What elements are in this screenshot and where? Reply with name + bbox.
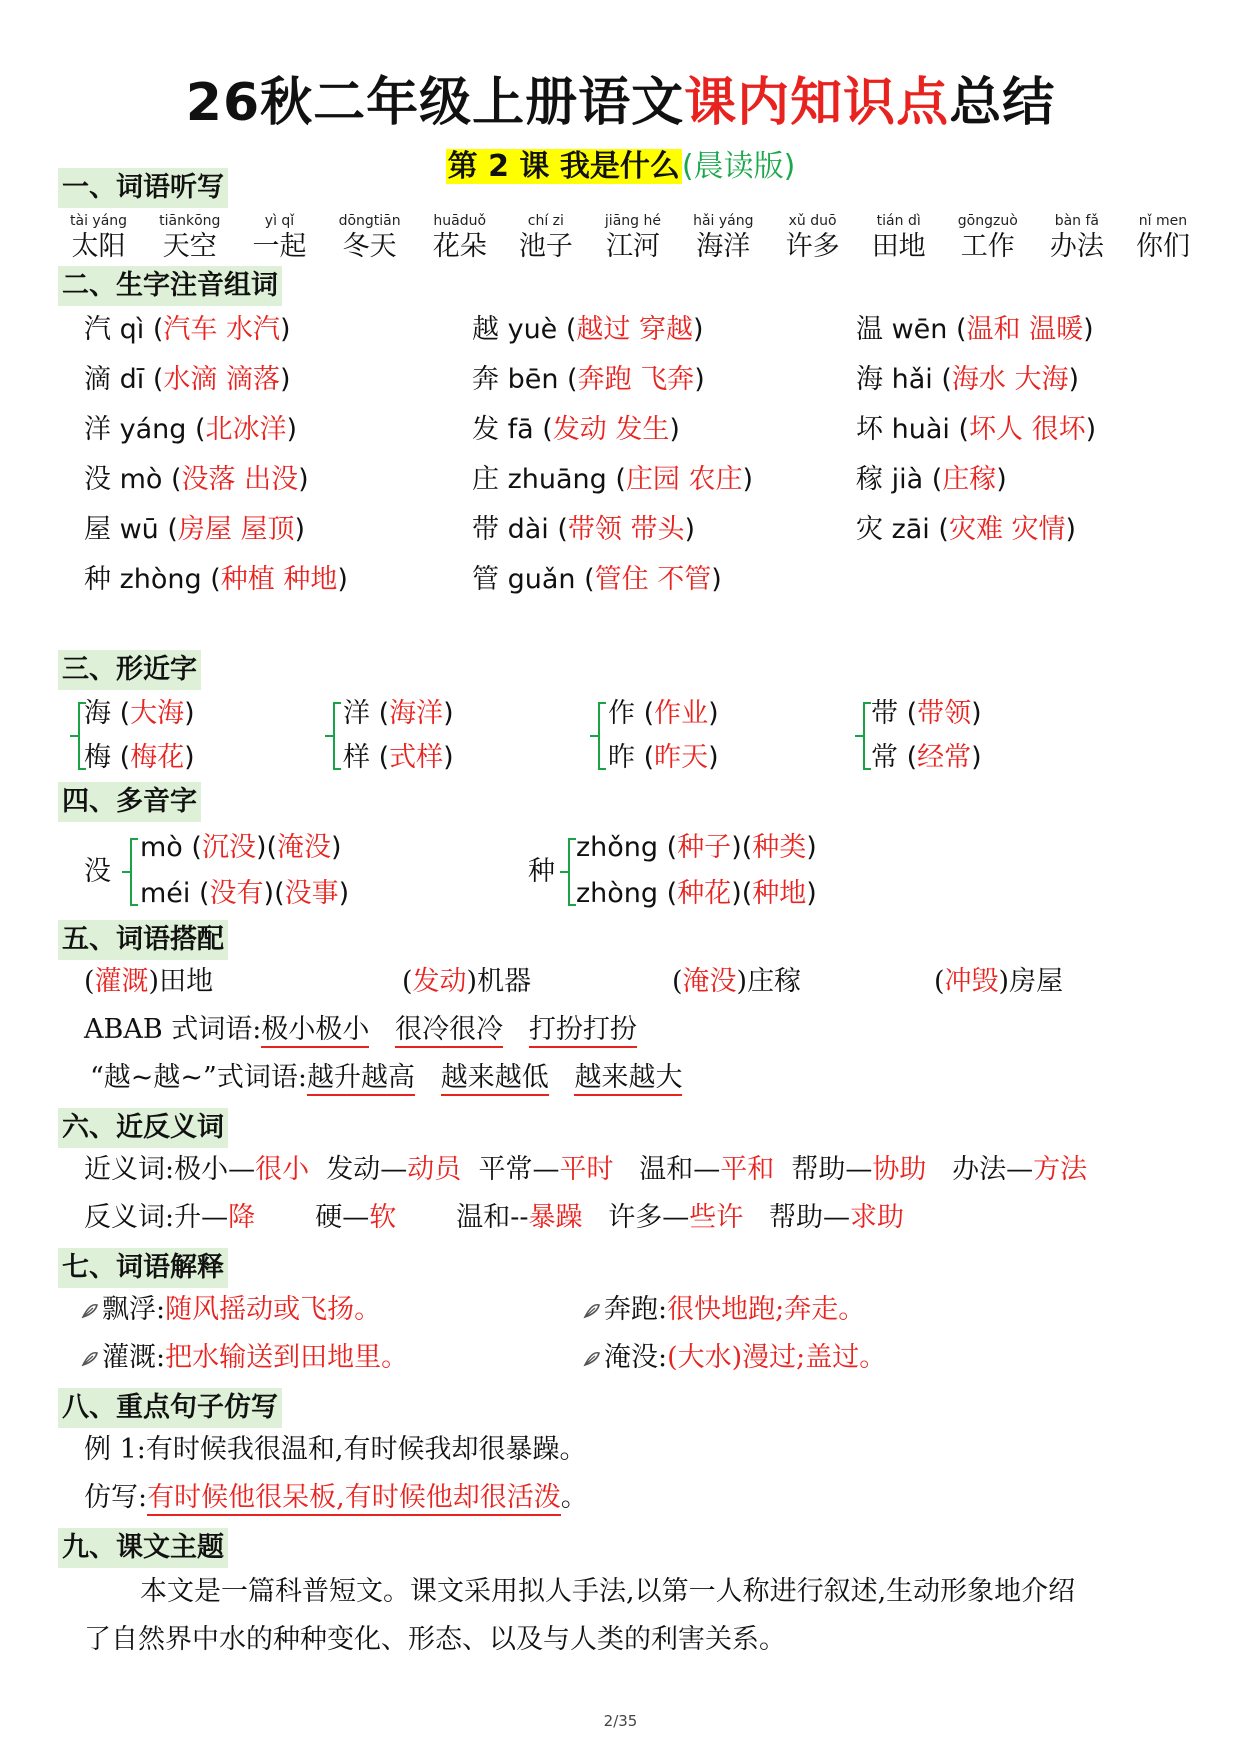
leaf-icon — [582, 1301, 602, 1321]
char-entry: 发 fā (发动 发生) — [472, 414, 680, 445]
page-title: 26秋二年级上册语文课内知识点总结 — [185, 73, 1056, 133]
char-entry: 庄 zhuāng (庄园 农庄) — [472, 464, 754, 495]
dictation-list — [70, 212, 1190, 272]
brace-line — [568, 838, 570, 906]
char-entry: 洋 yáng (北冰洋) — [84, 414, 298, 445]
dictation-item: huāduǒ 花朵 — [432, 213, 487, 262]
synonym-line: 近义词:极小—很小 发动—动员 平常—平时 温和—平和 帮助—协助 办法—方法 — [84, 1154, 1088, 1185]
antonym-line: 反义词:升—降 硬—软 温和--暴躁 许多—些许 帮助—求助 — [84, 1202, 905, 1233]
dictation-item: hǎi yáng 海洋 — [693, 213, 754, 262]
char-entry: 坏 huài (坏人 很坏) — [856, 414, 1097, 445]
explain-item: 淹没:(大水)漫过;盖过。 — [582, 1340, 886, 1376]
char-entry: 越 yuè (越过 穿越) — [472, 314, 704, 345]
version-label: (晨读版) — [681, 149, 796, 184]
dictation-item: gōngzuò 工作 — [957, 213, 1018, 262]
section-heading-pairs: 五、词语搭配 — [58, 920, 228, 960]
char-entry: 温 wēn (温和 温暖) — [856, 314, 1094, 345]
dictation-item: jiāng hé 江河 — [604, 213, 661, 262]
dictation-item: yì qǐ 一起 — [252, 213, 307, 262]
brace-line — [78, 702, 80, 770]
similar-group: 洋 (海洋) 样 (式样) — [325, 692, 555, 780]
char-entry: 滴 dī (水滴 滴落) — [84, 364, 291, 395]
brace-line — [863, 702, 865, 770]
char-entry: 屋 wū (房屋 屋顶) — [84, 514, 306, 545]
explain-item: 奔跑:很快地跑;奔走。 — [582, 1292, 865, 1328]
section-heading-polyphones: 四、多音字 — [58, 782, 201, 822]
brace-line — [333, 702, 335, 770]
dictation-item: bàn fǎ 办法 — [1049, 213, 1104, 262]
char-entry: 汽 qì (汽车 水汽) — [84, 314, 291, 345]
section-heading-explanations: 七、词语解释 — [58, 1248, 228, 1288]
explain-item: 飘浮:随风摇动或飞扬。 — [80, 1292, 381, 1328]
section-heading-characters: 二、生字注音组词 — [58, 266, 282, 306]
imitation-sentence: 仿写:有时候他很呆板,有时候他却很活泼。 — [84, 1480, 588, 1516]
similar-group: 作 (作业) 昨 (昨天) — [590, 692, 820, 780]
yue-words: “越~越~”式词语:越升越高 越来越低 越来越大 — [90, 1060, 682, 1096]
char-entry: 管 guǎn (管住 不管) — [472, 564, 722, 595]
example-sentence: 例 1:有时候我很温和,有时候我却很暴躁。 — [84, 1434, 587, 1465]
dictation-item: xǔ duō 许多 — [785, 213, 840, 262]
similar-group: 海 (大海) 梅 (梅花) — [70, 692, 300, 780]
theme-line-2: 了自然界中水的种种变化、形态、以及与人类的利害关系。 — [84, 1624, 786, 1655]
section-heading-sentences: 八、重点句子仿写 — [58, 1388, 282, 1428]
dictation-item: tián dì 田地 — [871, 213, 926, 262]
brace-line — [130, 838, 132, 906]
theme-line-1: 本文是一篇科普短文。课文采用拟人手法,以第一人称进行叙述,生动形象地介绍 — [140, 1576, 1076, 1607]
pair-item: (冲毁)房屋 — [934, 966, 1064, 997]
section-heading-synonyms: 六、近反义词 — [58, 1108, 228, 1148]
polyphone-group: 种 zhǒng (种子)(种类) zhòng (种花)(种地) — [528, 832, 817, 909]
section-heading-dictation: 一、词语听写 — [58, 168, 228, 208]
dictation-item: tiānkōng 天空 — [159, 213, 221, 262]
leaf-icon — [80, 1349, 100, 1369]
char-entry: 种 zhòng (种植 种地) — [84, 564, 348, 595]
pair-item: (发动)机器 — [402, 966, 532, 997]
char-entry: 海 hǎi (海水 大海) — [856, 364, 1080, 395]
dictation-item: chí zi 池子 — [518, 213, 573, 262]
char-entry: 带 dài (带领 带头) — [472, 514, 696, 545]
polyphone-group: 没 mò (沉没)(淹没) méi (没有)(没事) — [84, 832, 350, 909]
page-number: 2/35 — [603, 1712, 638, 1730]
similar-group: 带 (带领) 常 (经常) — [855, 692, 1085, 780]
dictation-item: nǐ men 你们 — [1135, 213, 1190, 262]
brace-line — [598, 702, 600, 770]
char-entry: 没 mò (没落 出没) — [84, 464, 309, 495]
dictation-item: dōngtiān 冬天 — [338, 213, 401, 262]
pair-item: (灌溉)田地 — [84, 966, 214, 997]
abab-words: ABAB 式词语:极小极小 很冷很冷 打扮打扮 — [84, 1012, 637, 1048]
char-entry: 灾 zāi (灾难 灾情) — [856, 514, 1077, 545]
dictation-item: tài yáng 太阳 — [70, 213, 128, 262]
section-heading-similar: 三、形近字 — [58, 650, 201, 690]
lesson-title: 第 2 课 我是什么 — [447, 149, 680, 184]
char-entry: 稼 jià (庄稼) — [856, 464, 1007, 495]
section-heading-theme: 九、课文主题 — [58, 1528, 228, 1568]
explain-item: 灌溉:把水输送到田地里。 — [80, 1340, 408, 1376]
pair-item: (淹没)庄稼 — [672, 966, 802, 997]
leaf-icon — [80, 1301, 100, 1321]
leaf-icon — [582, 1349, 602, 1369]
char-entry: 奔 bēn (奔跑 飞奔) — [472, 364, 705, 395]
